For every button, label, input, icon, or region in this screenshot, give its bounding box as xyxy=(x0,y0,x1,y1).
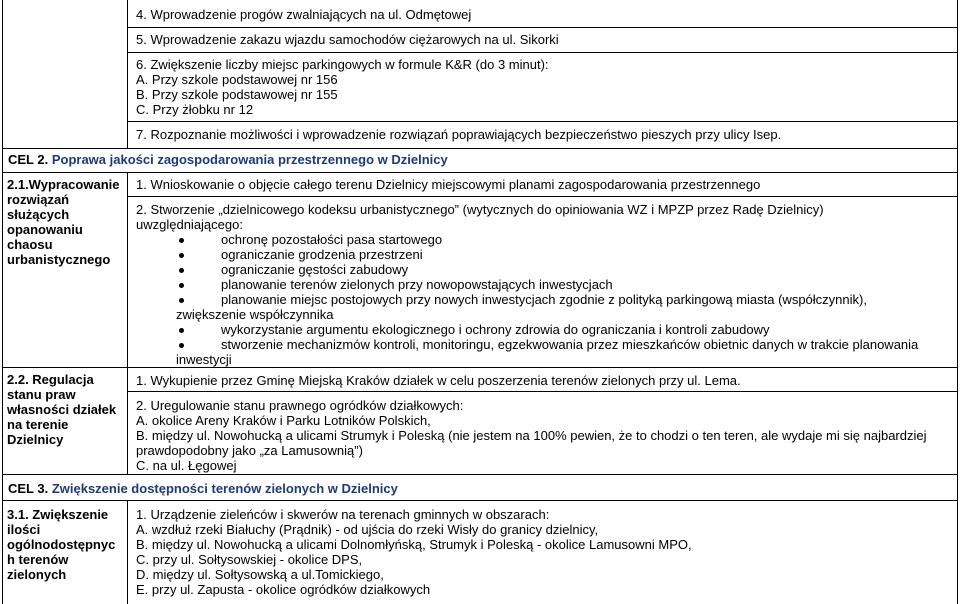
row-divider xyxy=(127,121,957,122)
column-divider xyxy=(127,500,128,604)
table-border-right xyxy=(957,0,958,604)
bullet-item: ograniczanie grodzenia przestrzeni xyxy=(221,247,423,262)
bullet-icon xyxy=(179,328,184,333)
list-item: prawdopodobny jako „za Lamusownią”) xyxy=(136,443,363,458)
goal-heading xyxy=(8,152,448,167)
list-item: 4. Wprowadzenie progów zwalniających na ul. Odmętowej xyxy=(136,7,472,22)
goal-title: Zwiększenie dostępności terenów zielonych w Dzielnicy xyxy=(48,481,398,496)
bullet-item: ograniczanie gęstości zabudowy xyxy=(221,262,409,277)
task-label-line: h terenów xyxy=(7,552,69,567)
bullet-icon xyxy=(179,283,184,288)
row-divider xyxy=(127,27,957,28)
row-divider xyxy=(127,196,957,197)
row-divider xyxy=(2,500,957,501)
list-item: 2. Stworzenie „dzielnicowego kodeksu urbanistycznego” (wytycznych do opiniowania WZ i MPZP przez Radę Dzielnicy) xyxy=(136,202,824,217)
row-divider xyxy=(127,391,957,392)
list-item: 1. Urządzenie zieleńców i skwerów na terenach gminnych w obszarach: xyxy=(136,507,550,522)
list-item: uwzględniającego: xyxy=(136,217,243,232)
row-divider xyxy=(2,172,957,173)
bullet-item: ochronę pozostałości pasa startowego xyxy=(221,232,443,247)
list-item: A. wzdłuż rzeki Białuchy (Prądnik) - od ujścia do rzeki Wisły do granicy dzielnicy, xyxy=(136,522,599,537)
list-item: 1. Wnioskowanie o objęcie całego terenu Dzielnicy miejscowymi planami zagospodarowania przestrzennego xyxy=(136,177,761,192)
list-item: E. przy ul. Zapusta - okolice ogródków działkowych xyxy=(136,582,431,597)
column-divider xyxy=(127,172,128,474)
bullet-icon xyxy=(179,343,184,348)
task-label-line: urbanistycznego xyxy=(7,252,111,267)
task-label-line: 3.1. Zwiększenie xyxy=(7,507,109,522)
goal-heading xyxy=(8,481,398,496)
task-label-line: 2.2. Regulacja xyxy=(7,372,94,387)
list-item: A. Przy szkole podstawowej nr 156 xyxy=(136,72,338,87)
task-label-line: 2.1.Wypracowanie xyxy=(7,177,120,192)
list-item: C. Przy żłobku nr 12 xyxy=(136,102,254,117)
list-item: C. na ul. Łęgowej xyxy=(136,458,237,473)
goal-prefix: CEL 3. xyxy=(8,481,49,496)
list-item: B. Przy szkole podstawowej nr 155 xyxy=(136,87,338,102)
bullet-icon xyxy=(179,253,184,258)
task-label-line: stanu praw xyxy=(7,387,76,402)
list-item: B. między ul. Nowohucką a ulicami Strumyk i Poleską (nie jestem na 100% pewien, że to chodzi o ten teren, ale wydaje mi się najbardziej xyxy=(136,428,927,443)
task-label-line: służących xyxy=(7,207,70,222)
row-divider xyxy=(127,52,957,53)
task-label-line: ogólnodostępnyc xyxy=(7,537,116,552)
list-item: C. przy ul. Sołtysowskiej - okolice DPS, xyxy=(136,552,363,567)
list-item: 7. Rozpoznanie możliwości i wprowadzenie rozwiązań poprawiających bezpieczeństwo pieszych przy ulicy Isep. xyxy=(136,127,782,142)
list-item: A. okolice Areny Kraków i Parku Lotników Polskich, xyxy=(136,413,431,428)
bullet-item: planowanie miejsc postojowych przy nowych inwestycjach zgodnie z polityką parkingową miasta (współczynnik), xyxy=(221,292,867,307)
column-divider xyxy=(127,0,128,148)
bullet-icon xyxy=(179,268,184,273)
list-item: B. między ul. Nowohucką a ulicami Dolnomłyńską, Strumyk i Poleską - okolice Lamusowni MPO, xyxy=(136,537,692,552)
list-item: 2. Uregulowanie stanu prawnego ogródków działkowych: xyxy=(136,398,464,413)
task-label-line: na terenie xyxy=(7,417,69,432)
row-divider xyxy=(2,148,957,149)
bullet-item: wykorzystanie argumentu ekologicznego i ochrony zdrowia do ograniczania i kontroli zabudowy xyxy=(221,322,770,337)
list-item: 5. Wprowadzenie zakazu wjazdu samochodów ciężarowych na ul. Sikorki xyxy=(136,32,559,47)
goal-prefix: CEL 2. xyxy=(8,152,49,167)
task-label-line: opanowaniu xyxy=(7,222,83,237)
bullet-item-continuation: inwestycji xyxy=(176,352,232,367)
task-label-line: rozwiązań xyxy=(7,192,70,207)
table-border-left xyxy=(2,0,3,604)
row-divider xyxy=(2,474,957,475)
list-item: D. między ul. Sołtysowską a ul.Tomickiego, xyxy=(136,567,384,582)
task-label-line: Dzielnicy xyxy=(7,432,64,447)
task-label-line: własności działek xyxy=(7,402,117,417)
task-label-line: zielonych xyxy=(7,567,67,582)
bullet-item: stworzenie mechanizmów kontroli, monitoringu, egzekwowania przez mieszkańców obietnic danych w trakcie planowania xyxy=(221,337,919,352)
bullet-item-continuation: zwiększenie współczynnika xyxy=(176,307,334,322)
bullet-icon xyxy=(179,238,184,243)
bullet-item: planowanie terenów zielonych przy nowopowstających inwestycjach xyxy=(221,277,613,292)
goal-title: Poprawa jakości zagospodarowania przestrzennego w Dzielnicy xyxy=(48,152,448,167)
row-divider xyxy=(2,367,957,368)
list-item: 6. Zwiększenie liczby miejsc parkingowych w formule K&R (do 3 minut): xyxy=(136,57,549,72)
bullet-icon xyxy=(179,298,184,303)
list-item: 1. Wykupienie przez Gminę Miejską Kraków działek w celu poszerzenia terenów zielonych przy ul. Lema. xyxy=(136,373,741,388)
task-label-line: chaosu xyxy=(7,237,53,252)
task-label-line: ilości xyxy=(7,522,41,537)
